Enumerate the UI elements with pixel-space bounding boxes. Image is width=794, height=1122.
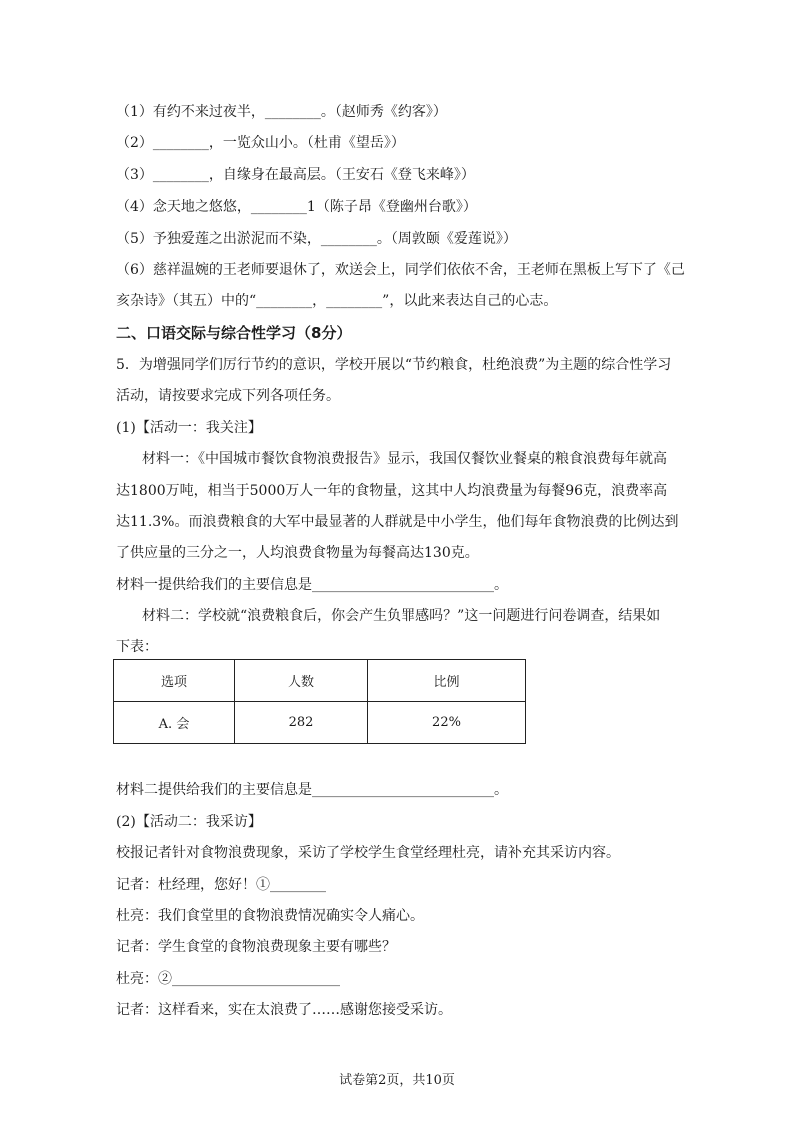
material2-line1: 材料二：学校就“浪费粮食后，你会产生负罪感吗？”这一问题进行问卷调查，结果如 (142, 608, 661, 624)
dialogue-line-4: 杜亮：②________________________ (116, 971, 340, 987)
poetry-item-3: （3）________，自缘身在最高层。（王安石《登飞来峰》） (116, 167, 475, 183)
question5-intro-line2: 活动，请按要求完成下列各项任务。 (116, 388, 340, 404)
poetry-item-2: （2）________，一览众山小。（杜甫《望岳》） (116, 135, 405, 151)
table-header-cell: 人数 (235, 660, 368, 702)
question5-intro-line1: 5．为增强同学们厉行节约的意识，学校开展以“节约粮食，杜绝浪费”为主题的综合性学习 (116, 357, 672, 373)
material1-line4: 了供应量的三分之一，人均浪费食物量为每餐高达130克。 (116, 545, 479, 561)
material1-line3: 达11.3%。而浪费粮食的大军中最显著的人群就是中小学生，他们每年食物浪费的比例达到 (116, 514, 679, 530)
dialogue-line-5: 记者：这样看来，实在太浪费了……感谢您接受采访。 (116, 1002, 452, 1018)
material2-question: 材料二提供给我们的主要信息是__________________________。 (116, 782, 508, 798)
activity2-title: (2)【活动二：我采访】 (116, 814, 262, 830)
material2-line2: 下表： (116, 639, 158, 655)
table-header-cell: 选项 (114, 660, 235, 702)
survey-table (113, 659, 526, 744)
table-cell: 282 (235, 702, 368, 744)
material1-question: 材料一提供给我们的主要信息是__________________________。 (116, 577, 508, 593)
poetry-item-4: （4）念天地之悠悠，________1（陈子昂《登幽州台歌》） (116, 199, 477, 215)
material1-line1: 材料一：《中国城市餐饮食物浪费报告》显示，我国仅餐饮业餐桌的粮食浪费每年就高 (142, 451, 667, 467)
table-cell: 22% (368, 702, 526, 744)
material1-line2: 达1800万吨，相当于5000万人一年的食物量，这其中人均浪费量为每餐96克，浪费率高 (116, 483, 668, 499)
table-header-row (114, 660, 526, 702)
dialogue-line-2: 杜亮：我们食堂里的食物浪费情况确实令人痛心。 (116, 908, 424, 924)
poetry-item-5: （5）予独爱莲之出淤泥而不染，________。（周敦颐《爱莲说》） (116, 231, 517, 247)
poetry-item-6-line1: （6）慈祥温婉的王老师要退休了，欢送会上，同学们依依不舍，王老师在黑板上写下了《己 (116, 262, 685, 278)
table-row (114, 702, 526, 744)
poetry-item-1: （1）有约不来过夜半，________。（赵师秀《约客》） (116, 104, 447, 120)
activity1-title: (1)【活动一：我关注】 (116, 420, 262, 436)
dialogue-line-3: 记者：学生食堂的食物浪费现象主要有哪些？ (116, 939, 396, 955)
section-heading: 二、口语交际与综合性学习（8分） (116, 324, 352, 342)
dialogue-line-1: 记者：杜经理，您好！①________ (116, 877, 326, 893)
page-footer: 试卷第2页，共10页 (339, 1073, 455, 1088)
poetry-item-6-line2: 亥杂诗》（其五）中的“________，________”，以此来表达自己的心志。 (116, 293, 558, 309)
table-header-cell: 比例 (368, 660, 526, 702)
table-cell: A. 会 (114, 702, 235, 744)
activity2-intro: 校报记者针对食物浪费现象，采访了学校学生食堂经理杜亮，请补充其采访内容。 (116, 845, 620, 861)
